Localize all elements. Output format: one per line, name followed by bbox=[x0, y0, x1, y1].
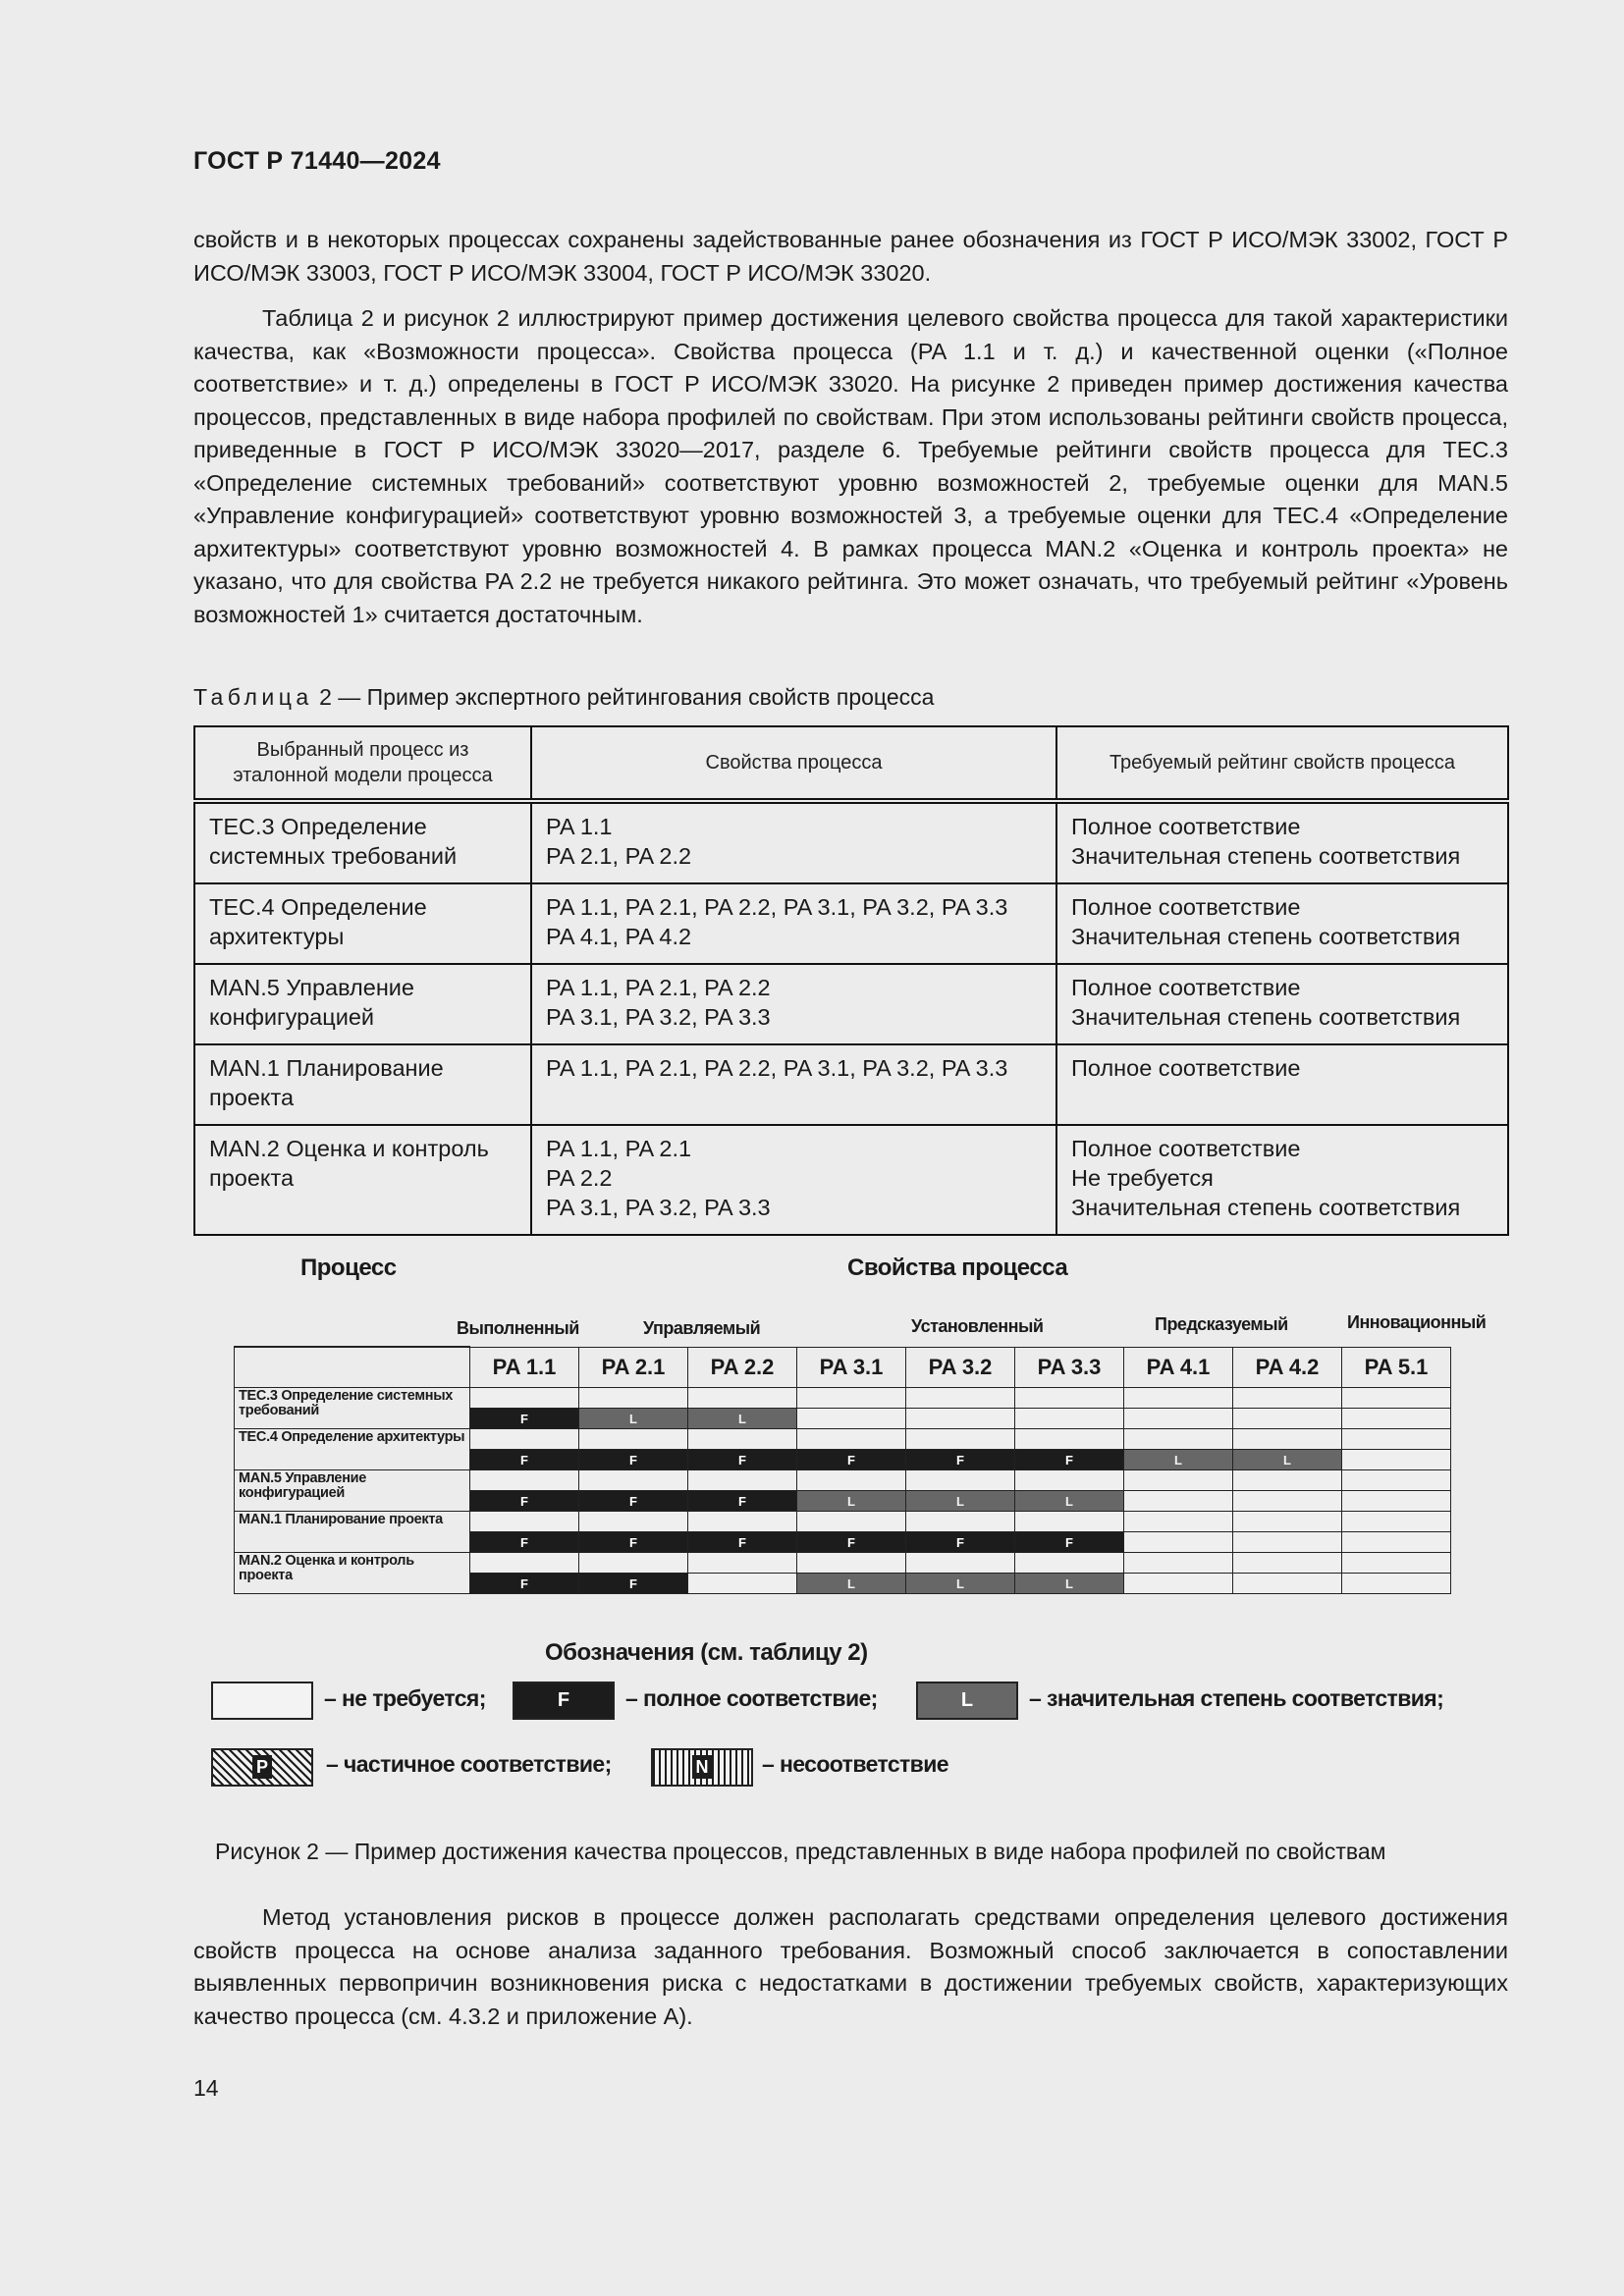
rating-cell bbox=[1015, 1409, 1124, 1429]
level-label-managed: Управляемый bbox=[643, 1318, 761, 1338]
rating-cell bbox=[1124, 1491, 1233, 1512]
attribute-line: PA 2.2 bbox=[546, 1165, 613, 1191]
grid-row bbox=[235, 1388, 1451, 1409]
rating-cell bbox=[1342, 1574, 1451, 1594]
grid-required-cell bbox=[1233, 1470, 1342, 1491]
rating-cell: F bbox=[470, 1450, 579, 1470]
rating-cell: F bbox=[1015, 1450, 1124, 1470]
rating-line: Полное соответствие bbox=[1071, 1136, 1301, 1161]
grid-required-cell bbox=[579, 1470, 688, 1491]
table-caption bbox=[193, 684, 934, 711]
grid-required-cell bbox=[688, 1553, 797, 1574]
grid-required-cell bbox=[688, 1512, 797, 1532]
rating-cell: L bbox=[1015, 1491, 1124, 1512]
rating-cell bbox=[1124, 1574, 1233, 1594]
header-attributes: Свойства процесса bbox=[531, 726, 1056, 801]
grid-row bbox=[235, 1553, 1451, 1574]
rating-cell: F bbox=[470, 1574, 579, 1594]
rating-cell: F bbox=[579, 1450, 688, 1470]
attribute-line: PA 1.1, PA 2.1, PA 2.2 bbox=[546, 975, 771, 1000]
attributes-cell bbox=[531, 1044, 1056, 1125]
table-row bbox=[194, 1044, 1508, 1125]
grid-required-cell bbox=[1342, 1512, 1451, 1532]
rating-line: Значительная степень соответствия bbox=[1071, 1195, 1461, 1220]
rating-cell bbox=[1056, 801, 1508, 883]
column-header: PA 2.1 bbox=[579, 1347, 688, 1388]
legend-swatch-not-required bbox=[211, 1682, 313, 1720]
grid-required-cell bbox=[1015, 1553, 1124, 1574]
rating-cell bbox=[1342, 1532, 1451, 1553]
paragraph-risk-method: Метод установления рисков в процессе должен располагать средствами определения целевого достижения свойств процесса на основе анализа заданного требования. Возможный способ заключается в сопоставлении выявленных первопричин возникновения риска с недостатками в достижении требуемых свойств, характеризующих качество процесса (см. 4.3.2 и приложение А). bbox=[193, 1904, 1508, 2029]
attribute-line: PA 1.1, PA 2.1 bbox=[546, 1136, 692, 1161]
legend-title: Обозначения (см. таблицу 2) bbox=[545, 1639, 868, 1666]
grid-required-cell bbox=[906, 1470, 1015, 1491]
rating-cell: F bbox=[797, 1532, 906, 1553]
legend-swatch-large: L bbox=[916, 1682, 1018, 1720]
grid-required-cell bbox=[1233, 1512, 1342, 1532]
rating-cell: F bbox=[470, 1409, 579, 1429]
column-header: PA 5.1 bbox=[1342, 1347, 1451, 1388]
attributes-cell bbox=[531, 1125, 1056, 1235]
attributes-cell bbox=[531, 883, 1056, 964]
grid-required-cell bbox=[1124, 1553, 1233, 1574]
column-header: PA 3.2 bbox=[906, 1347, 1015, 1388]
grid-required-cell bbox=[579, 1512, 688, 1532]
table-caption-text: 2 — Пример экспертного рейтингования свойств процесса bbox=[319, 684, 935, 710]
figure-attributes-title: Свойства процесса bbox=[847, 1255, 1068, 1281]
rating-cell bbox=[1342, 1491, 1451, 1512]
attribute-line: PA 3.1, PA 3.2, PA 3.3 bbox=[546, 1004, 771, 1030]
process-cell: MAN.1 Планирование проекта bbox=[194, 1044, 531, 1125]
rating-cell bbox=[797, 1409, 906, 1429]
grid-required-cell bbox=[906, 1388, 1015, 1409]
rating-cell: L bbox=[906, 1491, 1015, 1512]
grid-required-cell bbox=[470, 1512, 579, 1532]
process-cell: MAN.2 Оценка и контроль проекта bbox=[194, 1125, 531, 1235]
rating-line: Значительная степень соответствия bbox=[1071, 843, 1461, 869]
legend-label-not-required: – не требуется; bbox=[324, 1685, 486, 1711]
header-process: Выбранный процесс из эталонной модели процесса bbox=[194, 726, 531, 801]
rating-cell: L bbox=[797, 1574, 906, 1594]
grid-required-cell bbox=[470, 1470, 579, 1491]
rating-line: Полное соответствие bbox=[1071, 894, 1301, 920]
legend-swatch-none bbox=[651, 1748, 753, 1787]
grid-process-label: TEC.3 Определение системных требований bbox=[235, 1388, 470, 1429]
table-row bbox=[194, 1125, 1508, 1235]
column-header: PA 1.1 bbox=[470, 1347, 579, 1388]
process-cell: MAN.5 Управление конфигурацией bbox=[194, 964, 531, 1044]
grid-corner-cell bbox=[235, 1347, 470, 1388]
grid-required-cell bbox=[906, 1429, 1015, 1450]
level-label-innovating: Инновационный bbox=[1347, 1312, 1487, 1332]
rating-cell: L bbox=[1015, 1574, 1124, 1594]
rating-line: Полное соответствие bbox=[1071, 975, 1301, 1000]
rating-cell bbox=[1124, 1532, 1233, 1553]
grid-required-cell bbox=[579, 1388, 688, 1409]
rating-cell: F bbox=[797, 1450, 906, 1470]
rating-line: Не требуется bbox=[1071, 1165, 1214, 1191]
table-row bbox=[194, 801, 1508, 883]
grid-required-cell bbox=[470, 1553, 579, 1574]
rating-cell: F bbox=[688, 1532, 797, 1553]
grid-required-cell bbox=[1124, 1388, 1233, 1409]
rating-cell: L bbox=[1124, 1450, 1233, 1470]
rating-cell: L bbox=[906, 1574, 1015, 1594]
header-rating: Требуемый рейтинг свойств процесса bbox=[1056, 726, 1508, 801]
page-number: 14 bbox=[193, 2075, 219, 2101]
grid-row bbox=[235, 1429, 1451, 1450]
legend-swatch-full: F bbox=[513, 1682, 615, 1720]
attribute-line: PA 1.1, PA 2.1, PA 2.2, PA 3.1, PA 3.2, PA 3.3 bbox=[546, 1055, 1008, 1081]
rating-cell bbox=[1233, 1532, 1342, 1553]
grid-required-cell bbox=[797, 1388, 906, 1409]
rating-cell: L bbox=[688, 1409, 797, 1429]
rating-cell: F bbox=[906, 1532, 1015, 1553]
grid-required-cell bbox=[1233, 1429, 1342, 1450]
rating-cell bbox=[1233, 1409, 1342, 1429]
attributes-cell bbox=[531, 801, 1056, 883]
grid-required-cell bbox=[906, 1512, 1015, 1532]
grid-required-cell bbox=[1342, 1429, 1451, 1450]
rating-line: Полное соответствие bbox=[1071, 1055, 1301, 1081]
grid-process-label: TEC.4 Определение архитектуры bbox=[235, 1429, 470, 1470]
grid-required-cell bbox=[1233, 1553, 1342, 1574]
column-header: PA 3.3 bbox=[1015, 1347, 1124, 1388]
column-header: PA 3.1 bbox=[797, 1347, 906, 1388]
figure-caption: Рисунок 2 — Пример достижения качества процессов, представленных в виде набора профилей по свойствам bbox=[215, 1839, 1386, 1864]
legend-swatch-partial bbox=[211, 1748, 313, 1787]
grid-required-cell bbox=[797, 1429, 906, 1450]
process-cell: TEC.4 Определение архитектуры bbox=[194, 883, 531, 964]
paragraph-example: Таблица 2 и рисунок 2 иллюстрируют пример достижения целевого свойства процесса для такой характеристики качества, как «Возможности процесса». Свойства процесса (PA 1.1 и т. д.) и качественной оценки («Полное соответствие» и т. д.) определены в ГОСТ Р ИСО/МЭК 33020. На рисунке 2 приведен пример достижения качества процессов, представленных в виде набора профилей по свойствам. При этом использованы рейтинги свойств процесса, приведенные в ГОСТ Р ИСО/МЭК 33020—2017, разделе 6. Требуемые рейтинги свойств процесса для TEC.3 «Определение системных требований» соответствуют уровню возможностей 2, требуемые оценки для MAN.5 «Управление конфигурацией» соответствуют уровню возможностей 3, а требуемые оценки для TEC.4 «Определение архитектуры» соответствуют уровню возможностей 4. В рамках процесса MAN.2 «Оценка и контроль проекта» не указано, что для свойства PA 2.2 не требуется никакого рейтинга. Это может означать, что требуемый рейтинг «Уровень возможностей 1» считается достаточным. bbox=[193, 305, 1508, 627]
grid-process-label: MAN.5 Управление конфигурацией bbox=[235, 1470, 470, 1512]
rating-cell bbox=[1342, 1409, 1451, 1429]
grid-required-cell bbox=[797, 1470, 906, 1491]
legend-label-large: – значительная степень соответствия; bbox=[1029, 1685, 1444, 1711]
figure-process-title: Процесс bbox=[300, 1255, 397, 1281]
rating-cell: F bbox=[1015, 1532, 1124, 1553]
grid-required-cell bbox=[470, 1429, 579, 1450]
rating-line: Значительная степень соответствия bbox=[1071, 924, 1461, 949]
table-row bbox=[194, 964, 1508, 1044]
grid-required-cell bbox=[1124, 1429, 1233, 1450]
grid-required-cell bbox=[797, 1512, 906, 1532]
grid-required-cell bbox=[1015, 1429, 1124, 1450]
grid-required-cell bbox=[1015, 1470, 1124, 1491]
rating-cell bbox=[1124, 1409, 1233, 1429]
grid-required-cell bbox=[1124, 1470, 1233, 1491]
grid-required-cell bbox=[579, 1429, 688, 1450]
grid-required-cell bbox=[579, 1553, 688, 1574]
legend-label-full: – полное соответствие; bbox=[625, 1685, 878, 1711]
grid-required-cell bbox=[1015, 1388, 1124, 1409]
rating-cell bbox=[1233, 1574, 1342, 1594]
rating-cell bbox=[1056, 883, 1508, 964]
document-header: ГОСТ Р 71440—2024 bbox=[193, 147, 441, 175]
rating-line: Значительная степень соответствия bbox=[1071, 1004, 1461, 1030]
attributes-cell bbox=[531, 964, 1056, 1044]
rating-cell: F bbox=[470, 1532, 579, 1553]
grid-required-cell bbox=[1015, 1512, 1124, 1532]
rating-cell: F bbox=[579, 1574, 688, 1594]
column-header: PA 4.1 bbox=[1124, 1347, 1233, 1388]
column-header: PA 2.2 bbox=[688, 1347, 797, 1388]
profile-grid bbox=[234, 1346, 1451, 1594]
grid-process-label: MAN.2 Оценка и контроль проекта bbox=[235, 1553, 470, 1594]
attribute-line: PA 3.1, PA 3.2, PA 3.3 bbox=[546, 1195, 771, 1220]
level-label-predictable: Предсказуемый bbox=[1155, 1314, 1288, 1334]
grid-required-cell bbox=[1342, 1388, 1451, 1409]
rating-cell bbox=[1056, 1044, 1508, 1125]
process-cell: TEC.3 Определение системных требований bbox=[194, 801, 531, 883]
rating-cell: F bbox=[688, 1491, 797, 1512]
rating-cell bbox=[688, 1574, 797, 1594]
grid-required-cell bbox=[906, 1553, 1015, 1574]
grid-header-row bbox=[235, 1347, 1451, 1388]
attribute-line: PA 4.1, PA 4.2 bbox=[546, 924, 692, 949]
level-label-established: Установленный bbox=[911, 1316, 1044, 1336]
grid-required-cell bbox=[1342, 1470, 1451, 1491]
grid-required-cell bbox=[1233, 1388, 1342, 1409]
attribute-line: PA 2.1, PA 2.2 bbox=[546, 843, 692, 869]
legend-glyph-none: N bbox=[692, 1755, 713, 1779]
rating-cell: F bbox=[579, 1532, 688, 1553]
rating-cell bbox=[1342, 1450, 1451, 1470]
table-header-row bbox=[194, 726, 1508, 801]
grid-required-cell bbox=[688, 1470, 797, 1491]
grid-required-cell bbox=[1342, 1553, 1451, 1574]
grid-process-label: MAN.1 Планирование проекта bbox=[235, 1512, 470, 1553]
table-row bbox=[194, 883, 1508, 964]
column-header: PA 4.2 bbox=[1233, 1347, 1342, 1388]
legend-label-partial: – частичное соответствие; bbox=[326, 1751, 612, 1777]
paragraph-intro: свойств и в некоторых процессах сохранены задействованные ранее обозначения из ГОСТ Р ИСО/МЭК 33002, ГОСТ Р ИСО/МЭК 33003, ГОСТ Р ИСО/МЭК 33004, ГОСТ Р ИСО/МЭК 33020. bbox=[193, 227, 1508, 286]
grid-required-cell bbox=[797, 1553, 906, 1574]
rating-cell bbox=[1056, 964, 1508, 1044]
attribute-line: PA 1.1, PA 2.1, PA 2.2, PA 3.1, PA 3.2, PA 3.3 bbox=[546, 894, 1008, 920]
rating-table bbox=[193, 725, 1509, 1236]
grid-required-cell bbox=[470, 1388, 579, 1409]
legend-label-none: – несоответствие bbox=[762, 1751, 948, 1777]
rating-cell: L bbox=[1233, 1450, 1342, 1470]
table-caption-label: Таблица bbox=[193, 684, 313, 710]
grid-row bbox=[235, 1470, 1451, 1491]
rating-cell: L bbox=[579, 1409, 688, 1429]
rating-cell: F bbox=[579, 1491, 688, 1512]
attribute-line: PA 1.1 bbox=[546, 814, 613, 839]
rating-cell bbox=[1233, 1491, 1342, 1512]
rating-cell bbox=[1056, 1125, 1508, 1235]
grid-row bbox=[235, 1512, 1451, 1532]
grid-required-cell bbox=[688, 1388, 797, 1409]
rating-line: Полное соответствие bbox=[1071, 814, 1301, 839]
rating-cell: F bbox=[688, 1450, 797, 1470]
rating-cell bbox=[906, 1409, 1015, 1429]
grid-required-cell bbox=[1124, 1512, 1233, 1532]
rating-cell: F bbox=[906, 1450, 1015, 1470]
rating-cell: F bbox=[470, 1491, 579, 1512]
grid-required-cell bbox=[688, 1429, 797, 1450]
level-label-performed: Выполненный bbox=[457, 1318, 579, 1338]
rating-cell: L bbox=[797, 1491, 906, 1512]
legend-glyph-partial: P bbox=[252, 1755, 272, 1779]
